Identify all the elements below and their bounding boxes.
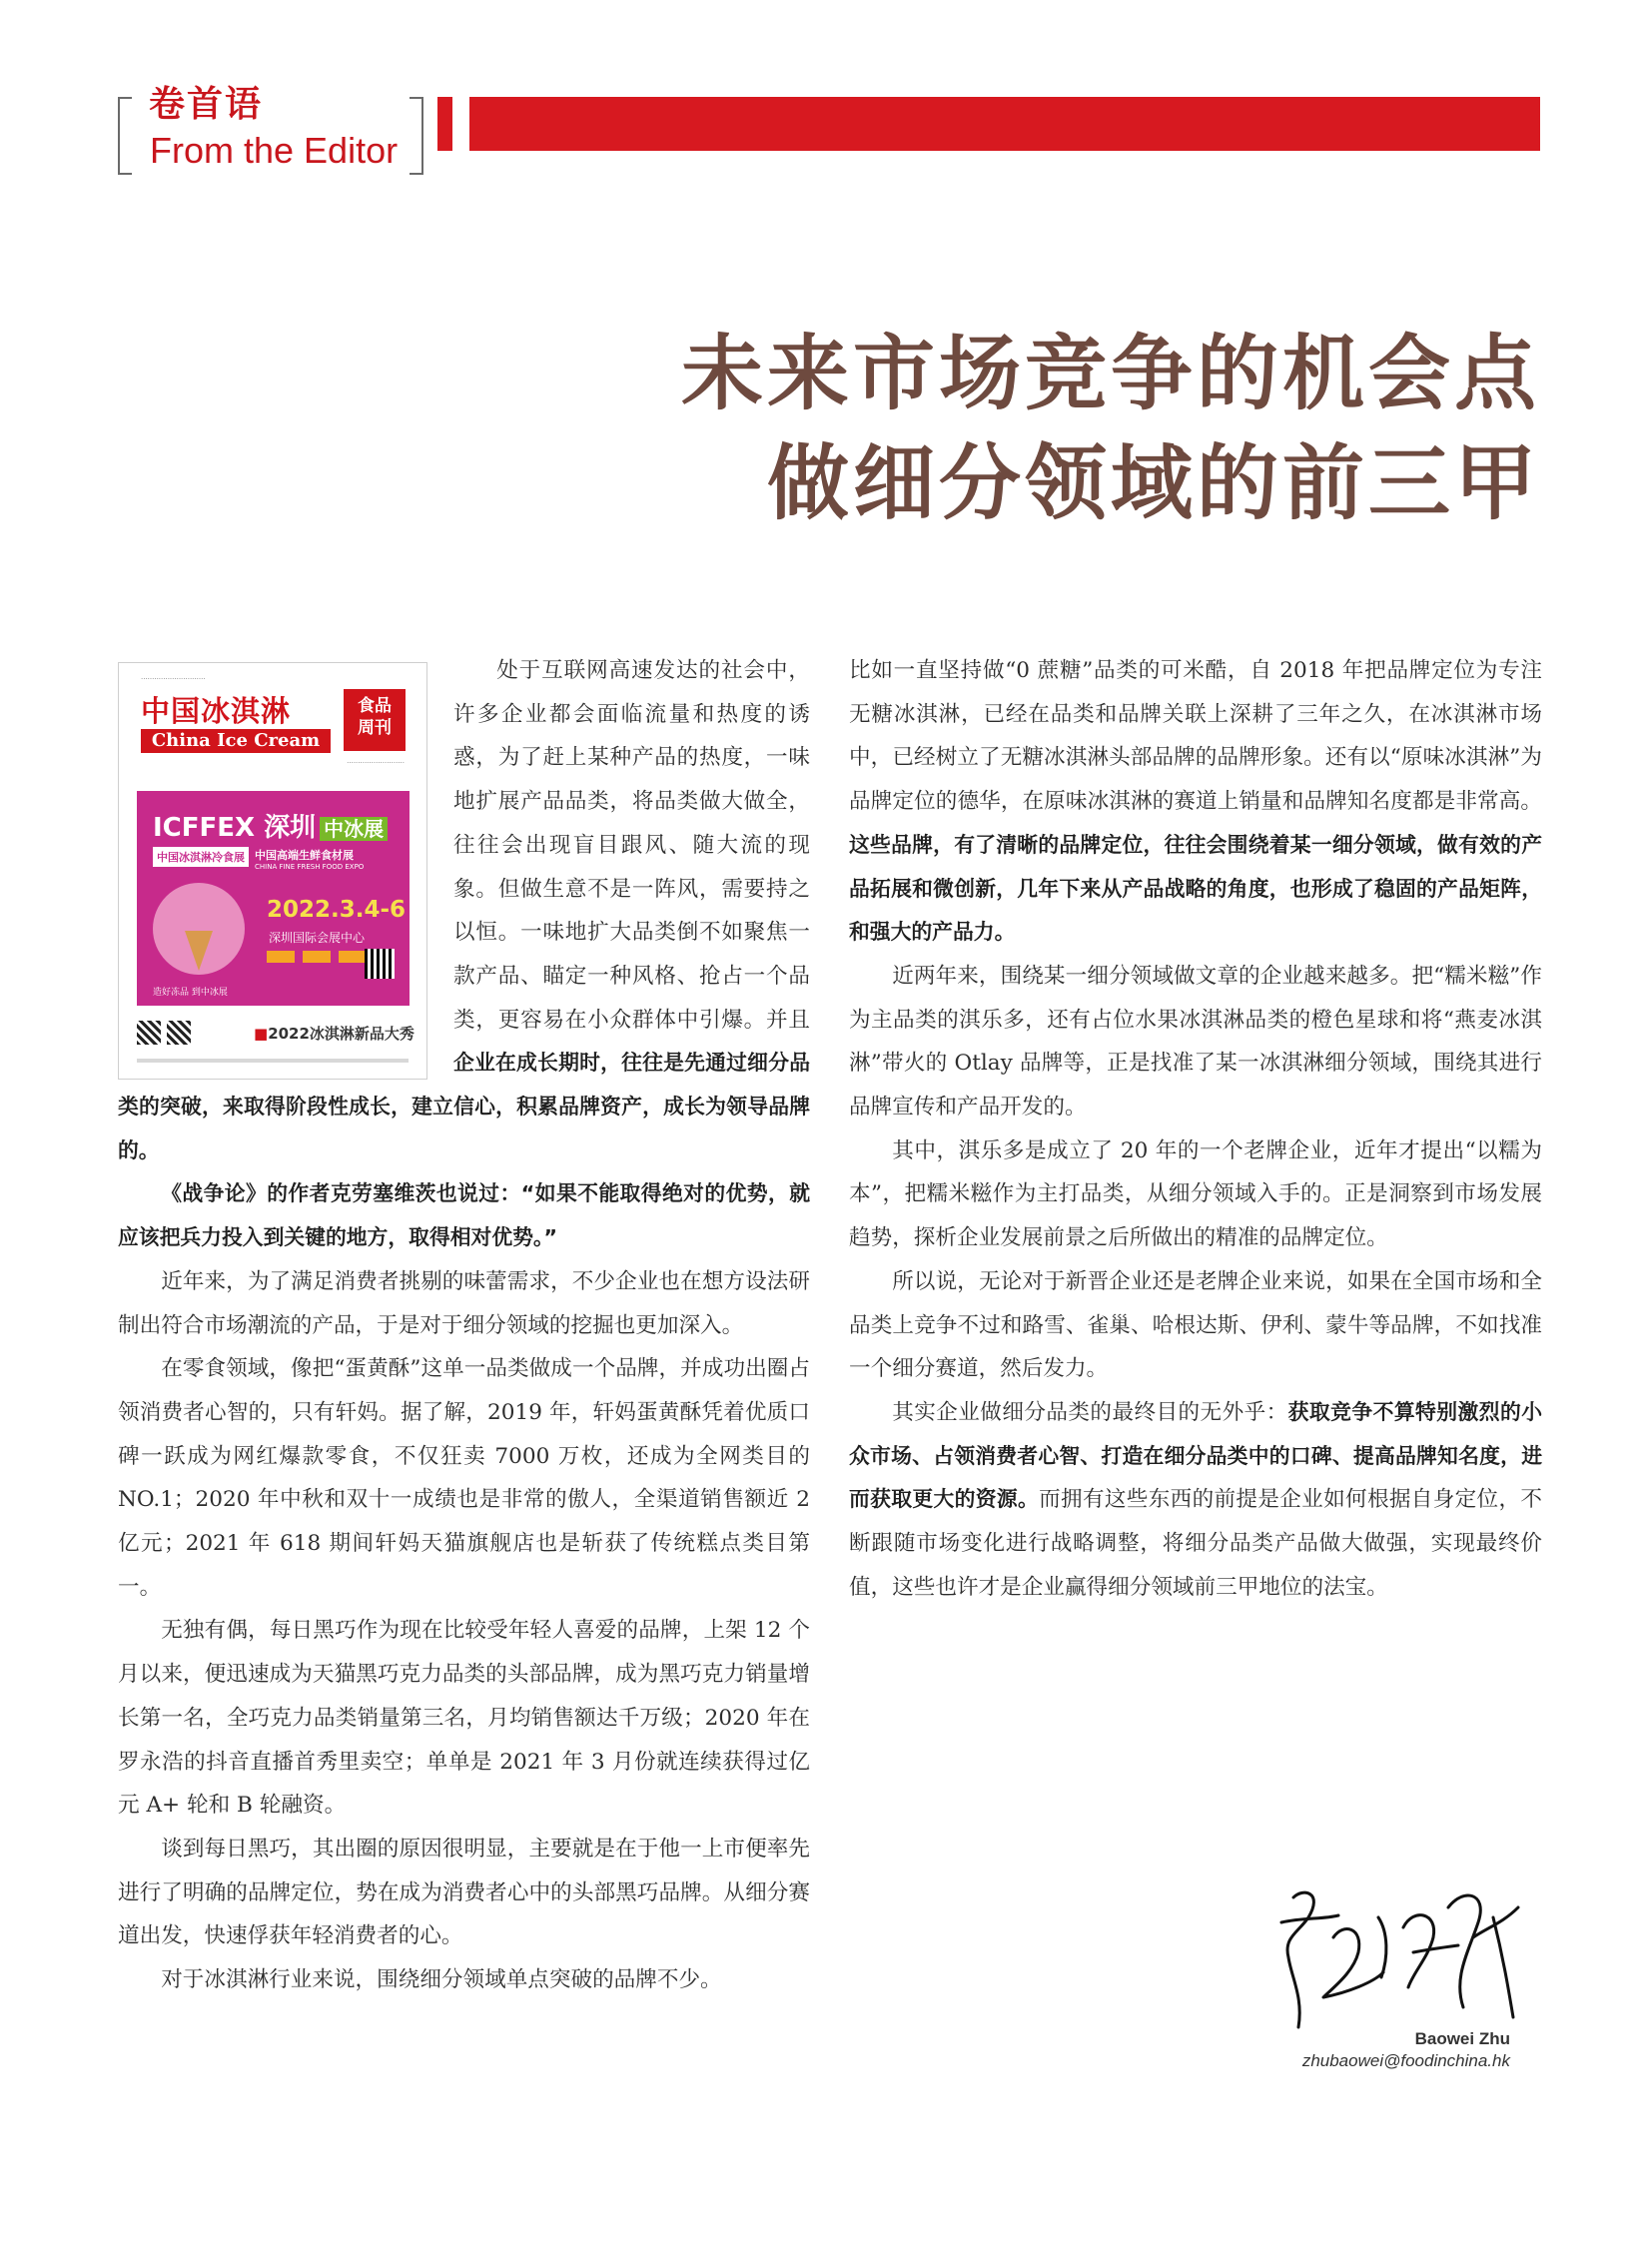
paragraph: 其实企业做细分品类的最终目的无外乎：获取竞争不算特别激烈的小众市场、占领消费者心智、打造在细分品类中的口碑、提高品牌知名度，进而获取更大的资源。而拥有这些东西的前提是企业如何根据自身定位，不断跟随市场变化进行战略调整，将细分品类产品做大做强，实现最终价值，这些也许才是企业赢得细分领域前三甲地位的法宝。 bbox=[849, 1399, 1542, 1600]
section-title-cn: 卷首语 bbox=[143, 76, 269, 127]
cover-weekly-badge: 食品 周刊 bbox=[344, 689, 406, 751]
cover-bottom-banner: ■2022冰淇淋新品大秀 bbox=[254, 1025, 414, 1043]
paragraph: 无独有偶，每日黑巧作为现在比较受年轻人喜爱的品牌，上架 12 个月以来，便迅速成为天猫黑巧克力品类的头部品牌，成为黑巧克力销量增长第一名，全巧克力品类销量第三名，月均销售额达千万级；2020 年在罗永浩的抖音直播首秀里卖空；单单是 2021 年 3 月份就连续获得过亿元 A+ 轮和 B 轮融资。 bbox=[118, 1618, 810, 1819]
paragraph: 《战争论》的作者克劳塞维茨也说过：“如果不能取得绝对的优势，就应该把兵力投入到关键的地方，取得相对优势。” bbox=[118, 1181, 810, 1250]
article-column-right bbox=[849, 649, 1542, 1609]
title-line-1: 未来市场竞争的机会点 bbox=[680, 327, 1540, 421]
paragraph: 比如一直坚持做“0 蔗糖”品类的可米酷，自 2018 年把品牌定位为专注无糖冰淇淋，已经在品类和品牌关联上深耕了三年之久，在冰淇淋市场中，已经树立了无糖冰淇淋头部品牌的品牌形象。还有以“原味冰淇淋”为品牌定位的德华，在原味冰淇淋的赛道上销量和品牌知名度都是非常高。这些品牌，有了清晰的品牌定位，往往会围绕着某一细分领域，做有效的产品拓展和微创新，几年下来从产品战略的角度，也形成了稳固的产品矩阵，和强大的产品力。 bbox=[849, 658, 1542, 945]
expo-subtitle-en: CHINA FINE FRESH FOOD EXPO bbox=[255, 863, 365, 871]
paragraph: 近两年来，围绕某一细分领域做文章的企业越来越多。把“糯米糍”作为主品类的淇乐多，还有占位水果冰淇淋品类的橙色星球和将“燕麦冰淇淋”带火的 Otlay 品牌等，正是找准了某一冰淇淋细分领域，围绕其进行品牌宣传和产品开发的。 bbox=[849, 963, 1542, 1120]
header-accent-block bbox=[437, 97, 452, 151]
cover-magazine-title: 中国冰淇淋 bbox=[141, 694, 292, 728]
section-title-en: From the Editor bbox=[146, 130, 402, 172]
expo-logo: ICFFEX 深圳 中冰展 bbox=[153, 807, 388, 844]
paragraph: 对于冰淇淋行业来说，围绕细分领域单点突破的品牌不少。 bbox=[161, 1967, 722, 1993]
expo-forum: 中国冰淇淋冷食展 bbox=[153, 847, 249, 867]
article-title bbox=[681, 320, 1540, 539]
title-line-2: 做细分领域的前三甲 bbox=[766, 436, 1540, 531]
article-column-left bbox=[118, 649, 810, 2002]
cover-issue-line: ·························· bbox=[347, 759, 405, 767]
paragraph: 其中，淇乐多是成立了 20 年的一个老牌企业，近年才提出“以糯为本”，把糯米糍作为主打品类，从细分领域入手的。正是洞察到市场发展趋势，探析企业发展前景之后所做出的精准的品牌定位。 bbox=[849, 1137, 1542, 1251]
paragraph: 所以说，无论对于新晋企业还是老牌企业来说，如果在全国市场和全品类上竞争不过和路雪、雀巢、哈根达斯、伊利、蒙牛等品牌，不如找准一个细分赛道，然后发力。 bbox=[849, 1268, 1542, 1382]
handwritten-signature bbox=[1263, 1877, 1533, 2047]
cover-small-print: ····························· bbox=[141, 675, 206, 683]
author-email[interactable]: zhubaowei@foodinchina.hk bbox=[1301, 2051, 1510, 2070]
paragraph: 在零食领域，像把“蛋黄酥”这单一品类做成一个品牌，并成功出圈占领消费者心智的，只有轩妈。据了解，2019 年，轩妈蛋黄酥凭着优质口碑一跃成为网红爆款零食，不仅狂卖 7000 万枚，还成为全网类目的 NO.1；2020 年中秋和双十一成绩也是非常的傲人，全渠道销售额近 2 亿元；2021 年 618 期间轩妈天猫旗舰店也是斩获了传统糕点类目第一。 bbox=[118, 1356, 810, 1600]
expo-tagline: 造好冻品 到中冰展 bbox=[153, 988, 228, 998]
cover-magazine-title-en: China Ice Cream bbox=[141, 729, 331, 753]
paragraph: 处于互联网高速发达的社会中，许多企业都会面临流量和热度的诱惑，为了赶上某种产品的热度，一味地扩展产品品类，将品类做大做全，往往会出现盲目跟风、随大流的现象。但做生意不是一阵风，需要持之以恒。一味地扩大品类倒不如聚焦一款产品、瞄定一种风格、抢占一个品类，更容易在小众群体中引爆。并且企业在成长期时，往往是先通过细分品类的突破，来取得阶段性成长，建立信心，积累品牌资产，成长为领导品牌的。 bbox=[118, 658, 810, 1162]
paragraph: 近年来，为了满足消费者挑剔的味蕾需求，不少企业也在想方设法研制出符合市场潮流的产品，于是对于细分领域的挖掘也更加深入。 bbox=[118, 1268, 810, 1338]
expo-venue: 深圳国际会展中心 bbox=[269, 931, 366, 945]
expo-subtitle: 中国高端生鲜食材展 bbox=[255, 849, 354, 862]
header-red-bar bbox=[469, 97, 1540, 151]
paragraph: 谈到每日黑巧，其出圈的原因很明显，主要就是在于他一上市便率先进行了明确的品牌定位，势在成为消费者心中的头部黑巧品牌。从细分赛道出发，快速俘获年轻消费者的心。 bbox=[118, 1836, 810, 1949]
expo-date: 2022.3.4-6 bbox=[267, 897, 407, 923]
author-name: Baowei Zhu bbox=[1414, 2029, 1510, 2048]
